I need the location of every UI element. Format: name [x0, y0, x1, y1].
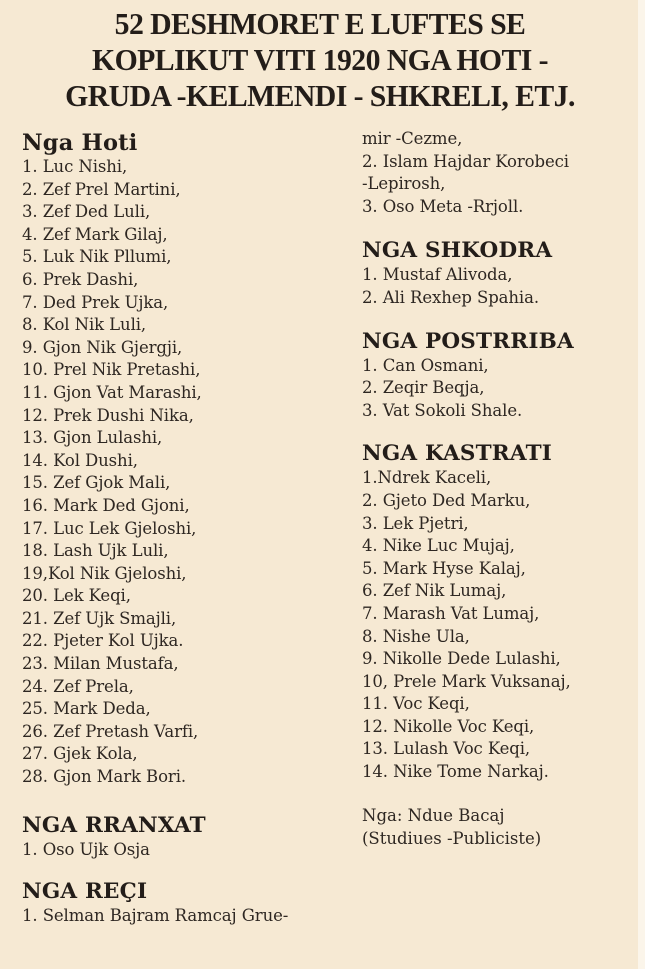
list-item: 1. Luc Nishi, [22, 157, 128, 176]
list-item: 21. Zef Ujk Smajli, [22, 608, 177, 628]
list-item: 2. Zeqir Beqja, [362, 378, 485, 398]
list-item: 1.Ndrek Kaceli, [362, 468, 492, 488]
credit-line: (Studiues -Publiciste) [362, 828, 542, 848]
list-item: 9. Gjon Nik Gjergji, [22, 337, 183, 357]
list-item: 5. Mark Hyse Kalaj, [362, 558, 526, 578]
section-reci [22, 879, 342, 928]
section-shkodra [362, 238, 637, 309]
spacer [362, 422, 637, 441]
list-item: 20. Lek Keqi, [22, 586, 131, 606]
section-reci-continued [362, 128, 637, 218]
list-item: 17. Luc Lek Gjeloshi, [22, 518, 197, 538]
list-item: 28. Gjon Mark Bori. [22, 767, 187, 787]
list-item: 12. Prek Dushi Nika, [22, 405, 194, 425]
list-item: 2. Zef Prel Martini, [22, 179, 181, 199]
list-item: 13. Gjon Lulashi, [22, 428, 163, 448]
list-item: -Lepirosh, [362, 174, 446, 194]
title-line: 52 DESHMORET E LUFTES SE [114, 6, 526, 41]
list-item: 23. Milan Mustafa, [22, 654, 179, 674]
list-item: 25. Mark Deda, [22, 699, 151, 719]
list-item: 22. Pjeter Kol Ujka. [22, 631, 184, 651]
list-item: 10, Prele Mark Vuksanaj, [362, 671, 571, 691]
list-item: 15. Zef Gjok Mali, [22, 473, 171, 493]
spacer [362, 218, 637, 238]
list-item: 14. Kol Dushi, [22, 450, 138, 470]
list-item: 1. Selman Bajram Ramcaj Grue- [22, 906, 289, 926]
list-item: 2. Ali Rexhep Spahia. [362, 287, 539, 307]
list-item: 26. Zef Pretash Varfi, [22, 721, 199, 741]
list-item: 3. Vat Sokoli Shale. [362, 400, 523, 420]
list-item: 1. Oso Ujk Osja [22, 839, 150, 859]
credit-line: Nga: Ndue Bacaj [362, 805, 505, 825]
list-item: 1. Can Osmani, [362, 355, 489, 375]
spacer [22, 861, 342, 879]
list-item: 13. Lulash Voc Keqi, [362, 739, 531, 759]
list-item: 2. Islam Hajdar Korobeci [362, 151, 569, 171]
section-rranxat [22, 813, 342, 862]
list-item: 10. Prel Nik Pretashi, [22, 360, 201, 380]
list-item: 16. Mark Ded Gjoni, [22, 495, 190, 515]
title-line: GRUDA -KELMENDI - SHKRELI, ETJ. [65, 78, 575, 113]
list-item: 8. Kol Nik Luli, [22, 315, 147, 335]
list-item: 12. Nikolle Voc Keqi, [362, 716, 535, 736]
list-item: mir -Cezme, [362, 129, 463, 148]
name-list [22, 156, 342, 789]
list-item: 9. Nikolle Dede Lulashi, [362, 649, 561, 669]
section-kastrati [362, 441, 637, 783]
list-item: 19,Kol Nik Gjeloshi, [22, 563, 187, 583]
list-item: 5. Luk Nik Pllumi, [22, 247, 172, 267]
list-item: 14. Nike Tome Narkaj. [362, 762, 549, 782]
list-item: 27. Gjek Kola, [22, 744, 138, 764]
section-heading: NGA REÇI [22, 879, 148, 905]
section-heading: NGA POSTRRIBA [362, 328, 574, 354]
section-heading: NGA SHKODRA [362, 238, 553, 264]
author-credit [362, 804, 637, 850]
name-list [362, 467, 637, 783]
section-postrriba [362, 329, 637, 423]
title-line: KOPLIKUT VITI 1920 NGA HOTI - [92, 42, 548, 77]
list-item: 7. Ded Prek Ujka, [22, 292, 169, 312]
list-item: 8. Nishe Ula, [362, 626, 470, 646]
list-item: 1. Mustaf Alivoda, [362, 265, 513, 285]
spacer [362, 784, 637, 804]
section-heading: NGA RRANXAT [22, 812, 206, 838]
list-item: 11. Gjon Vat Marashi, [22, 382, 202, 402]
section-hoti [22, 130, 342, 789]
list-item: 3. Lek Pjetri, [362, 513, 469, 533]
list-item: 7. Marash Vat Lumaj, [362, 603, 540, 623]
spacer [362, 310, 637, 329]
list-item: 6. Prek Dashi, [22, 269, 139, 289]
list-item: 18. Lash Ujk Luli, [22, 541, 169, 561]
section-heading: NGA KASTRATI [362, 441, 553, 467]
list-item: 24. Zef Prela, [22, 676, 134, 696]
list-item: 11. Voc Keqi, [362, 694, 470, 714]
list-item: 4. Nike Luc Mujaj, [362, 536, 515, 556]
right-column [362, 128, 637, 850]
section-heading: Nga Hoti [22, 130, 138, 156]
page-title [13, 6, 627, 114]
spacer [22, 789, 342, 813]
list-item: 3. Zef Ded Luli, [22, 202, 151, 222]
list-item: 6. Zef Nik Lumaj, [362, 581, 507, 601]
list-item: 3. Oso Meta -Rrjoll. [362, 196, 524, 216]
left-column [22, 130, 342, 928]
list-item: 2. Gjeto Ded Marku, [362, 490, 531, 510]
page-edge [638, 0, 645, 969]
list-item: 4. Zef Mark Gilaj, [22, 224, 168, 244]
